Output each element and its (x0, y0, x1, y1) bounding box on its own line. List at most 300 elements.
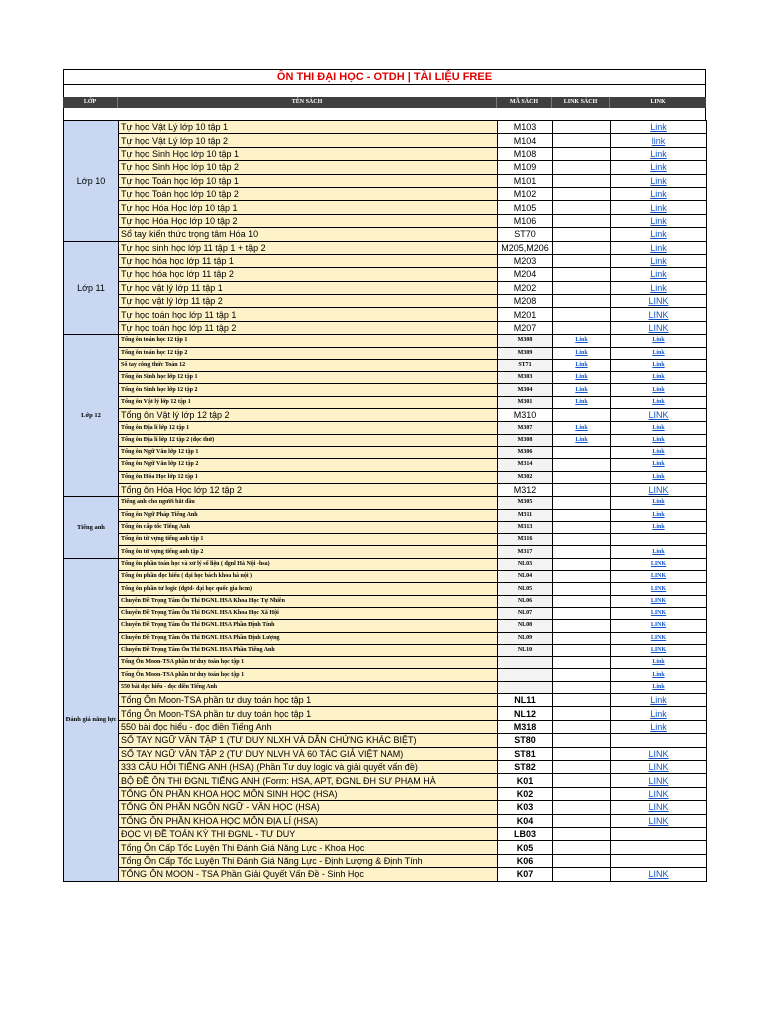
book-name-cell: Tự học Sinh Học lớp 10 tập 2 (119, 161, 498, 174)
book-name-cell: Tổng ôn từ vựng tiếng anh tập 2 (119, 546, 498, 558)
download-link-cell[interactable]: Link (611, 214, 707, 227)
book-name-cell: Tổng Ôn Cấp Tốc Luyện Thi Đánh Giá Năng Lực - Khoa Học (119, 841, 498, 854)
book-link-cell (553, 546, 611, 558)
book-code-cell: K04 (498, 814, 553, 827)
download-link-cell[interactable]: Link (611, 521, 707, 533)
book-code-cell: NL09 (498, 632, 553, 644)
table-row (64, 509, 707, 521)
download-link-cell[interactable]: Link (611, 174, 707, 187)
download-link-cell[interactable]: Link (611, 335, 707, 347)
table-row (64, 801, 707, 814)
book-code-cell: M314 (498, 459, 553, 471)
book-name-cell: Sổ tay công thức Toán 12 (119, 359, 498, 371)
download-link-cell[interactable]: LINK (611, 308, 707, 321)
book-code-cell: NL10 (498, 644, 553, 656)
book-code-cell: LB03 (498, 827, 553, 840)
download-link-cell (611, 734, 707, 747)
book-code-cell (498, 669, 553, 681)
book-name-cell: Tổng ôn Ngữ Văn lớp 12 tập 1 (119, 447, 498, 459)
book-link-cell (553, 321, 611, 334)
book-link-cell (553, 595, 611, 607)
table-row (64, 827, 707, 840)
download-link-cell[interactable]: Link (611, 228, 707, 241)
book-code-cell: M202 (498, 281, 553, 294)
book-code-cell: NL11 (498, 694, 553, 707)
table-row (64, 694, 707, 707)
book-code-cell: M305 (498, 497, 553, 509)
table-row (64, 595, 707, 607)
table-row (64, 558, 707, 570)
download-link-cell (611, 854, 707, 867)
table-row (64, 774, 707, 787)
download-link-cell[interactable]: LINK (611, 583, 707, 595)
book-name-cell: Tự học vật lý lớp 11 tập 2 (119, 295, 498, 308)
book-link-cell (553, 694, 611, 707)
header-book-code: MÃ SÁCH (497, 97, 552, 108)
book-link-cell (553, 201, 611, 214)
grade-group-cell: Đánh giá năng lực (64, 558, 119, 881)
grade-group-cell: Tiếng anh (64, 497, 119, 558)
book-link-cell (553, 254, 611, 267)
book-link-cell[interactable]: Link (553, 422, 611, 434)
book-name-cell: SỔ TAY NGỮ VĂN TẬP 1 (TƯ DUY NLXH VÀ DẪN CHỨNG KHÁC BIỆT) (119, 734, 498, 747)
book-link-cell (553, 854, 611, 867)
download-link-cell[interactable]: Link (611, 384, 707, 396)
spreadsheet (63, 69, 706, 882)
table-row (64, 214, 707, 227)
table-row (64, 359, 707, 371)
book-link-cell (553, 734, 611, 747)
download-link-cell[interactable]: Link (611, 707, 707, 720)
download-link-cell[interactable]: LINK (611, 747, 707, 760)
book-name-cell: 333 CÂU HỎI TIẾNG ANH (HSA) (Phần Tư duy logic và giải quyết vấn đề) (119, 761, 498, 774)
download-link-cell[interactable]: Link (611, 372, 707, 384)
download-link-cell[interactable]: LINK (611, 595, 707, 607)
book-link-cell (553, 681, 611, 693)
book-code-cell: M108 (498, 147, 553, 160)
book-name-cell: Tự học hóa học lớp 11 tập 2 (119, 268, 498, 281)
book-name-cell: Tổng Ôn Moon-TSA phần tư duy toán học tập 1 (119, 657, 498, 669)
download-link-cell[interactable]: Link (611, 201, 707, 214)
table-row (64, 620, 707, 632)
book-link-cell (553, 121, 611, 134)
download-link-cell[interactable]: Link (611, 694, 707, 707)
download-link-cell (611, 534, 707, 546)
table-row (64, 254, 707, 267)
book-code-cell: M106 (498, 214, 553, 227)
table-row (64, 241, 707, 254)
book-name-cell: Tổng ôn Ngữ Pháp Tiếng Anh (119, 509, 498, 521)
table-row (64, 347, 707, 359)
book-name-cell: Chuyên Đề Trọng Tâm Ôn Thi ĐGNL HSA Phần Tiếng Anh (119, 644, 498, 656)
download-link-cell[interactable]: LINK (611, 620, 707, 632)
book-name-cell: Tổng Ôn Moon-TSA phần tư duy toán học tập 1 (119, 707, 498, 720)
book-link-cell (553, 134, 611, 147)
book-link-cell (553, 774, 611, 787)
download-link-cell[interactable]: Link (611, 681, 707, 693)
download-link-cell[interactable]: LINK (611, 814, 707, 827)
book-code-cell: K07 (498, 868, 553, 881)
book-link-cell[interactable]: Link (553, 434, 611, 446)
book-link-cell (553, 228, 611, 241)
download-link-cell[interactable]: Link (611, 187, 707, 200)
book-code-cell: M101 (498, 174, 553, 187)
book-name-cell: TỔNG ÔN PHẦN NGÔN NGỮ - VĂN HỌC (HSA) (119, 801, 498, 814)
book-code-cell: K06 (498, 854, 553, 867)
book-name-cell: BỘ ĐỀ ÔN THI ĐGNL TIẾNG ANH (Form: HSA, APT, ĐGNL ĐH SƯ PHẠM HÀ (119, 774, 498, 787)
book-link-cell[interactable]: Link (553, 372, 611, 384)
table-row (64, 521, 707, 533)
book-name-cell: Tự học Vật Lý lớp 10 tập 2 (119, 134, 498, 147)
download-link-cell[interactable]: Link (611, 147, 707, 160)
book-code-cell: M104 (498, 134, 553, 147)
book-name-cell: Tổng ôn toán học 12 tập 2 (119, 347, 498, 359)
book-link-cell (553, 447, 611, 459)
download-link-cell[interactable]: link (611, 134, 707, 147)
book-link-cell (553, 295, 611, 308)
book-code-cell: M105 (498, 201, 553, 214)
download-link-cell[interactable]: LINK (611, 632, 707, 644)
book-name-cell: Tổng ôn phần đọc hiểu ( đại học bách khoa hà nội ) (119, 571, 498, 583)
book-link-cell (553, 801, 611, 814)
book-name-cell: Chuyên Đề Trọng Tâm Ôn Thi ĐGNL HSA Phần Định Tính (119, 620, 498, 632)
book-link-cell (553, 509, 611, 521)
book-link-cell[interactable]: Link (553, 396, 611, 408)
book-link-cell[interactable]: Link (553, 359, 611, 371)
table-row (64, 761, 707, 774)
book-code-cell: K02 (498, 787, 553, 800)
book-link-cell (553, 268, 611, 281)
book-code-cell: ST71 (498, 359, 553, 371)
header-grade: LỚP (63, 97, 118, 108)
table-row (64, 497, 707, 509)
book-name-cell: Tự học Hóa Học lớp 10 tập 1 (119, 201, 498, 214)
download-link-cell[interactable]: LINK (611, 558, 707, 570)
book-code-cell: M301 (498, 396, 553, 408)
table-row (64, 121, 707, 134)
table-row (64, 372, 707, 384)
table-row (64, 295, 707, 308)
download-link-cell (611, 841, 707, 854)
header-row (63, 97, 706, 108)
book-name-cell: Tự học toán học lớp 11 tập 1 (119, 308, 498, 321)
download-link-cell[interactable]: Link (611, 497, 707, 509)
book-name-cell: Tổng ôn phần toán học và xử lý số liệu ( đgnl Hà Nội -hsa) (119, 558, 498, 570)
book-link-cell (553, 707, 611, 720)
book-link-cell (553, 841, 611, 854)
book-code-cell: NL04 (498, 571, 553, 583)
book-name-cell: TỔNG ÔN PHẦN KHOA HỌC MÔN SINH HỌC (HSA) (119, 787, 498, 800)
book-link-cell (553, 607, 611, 619)
book-link-cell (553, 281, 611, 294)
book-code-cell: NL05 (498, 583, 553, 595)
table-row (64, 321, 707, 334)
book-link-cell (553, 787, 611, 800)
table-row (64, 546, 707, 558)
table-row (64, 187, 707, 200)
download-link-cell[interactable]: Link (611, 161, 707, 174)
book-name-cell: Tổng Ôn Moon-TSA phần tư duy toán học tập 1 (119, 694, 498, 707)
book-code-cell: ST70 (498, 228, 553, 241)
book-code-cell: ST82 (498, 761, 553, 774)
book-name-cell: SỔ TAY NGỮ VĂN TẬP 2 (TƯ DUY NLVH VÀ 60 TÁC GIẢ VIỆT NAM) (119, 747, 498, 760)
book-code-cell: M310 (498, 409, 553, 422)
book-name-cell: Tổng ôn Sinh học lớp 12 tập 2 (119, 384, 498, 396)
download-link-cell[interactable]: Link (611, 347, 707, 359)
book-name-cell: Tổng ôn Địa lí lớp 12 tập 1 (119, 422, 498, 434)
download-link-cell[interactable]: LINK (611, 295, 707, 308)
table-row (64, 335, 707, 347)
book-link-cell (553, 497, 611, 509)
book-code-cell: M308 (498, 434, 553, 446)
download-link-cell[interactable]: Link (611, 471, 707, 483)
book-link-cell (553, 620, 611, 632)
book-code-cell: M308 (498, 335, 553, 347)
download-link-cell[interactable]: Link (611, 509, 707, 521)
header-book-link: LINK SÁCH (552, 97, 610, 108)
book-code-cell: NL08 (498, 620, 553, 632)
table-row (64, 669, 707, 681)
book-code-cell: ST80 (498, 734, 553, 747)
book-code-cell: M201 (498, 308, 553, 321)
gap-row (63, 108, 706, 120)
table-row (64, 308, 707, 321)
book-link-cell (553, 187, 611, 200)
book-name-cell: Sổ tay kiến thức trọng tâm Hóa 10 (119, 228, 498, 241)
table-row (64, 422, 707, 434)
table-row (64, 396, 707, 408)
book-name-cell: Tổng ôn từ vựng tiếng anh tập 1 (119, 534, 498, 546)
table-row (64, 841, 707, 854)
book-code-cell: M204 (498, 268, 553, 281)
sheet-title: ÔN THI ĐẠI HỌC - OTDH | TÀI LIỆU FREE (63, 69, 706, 85)
book-code-cell (498, 681, 553, 693)
download-link-cell[interactable]: LINK (611, 801, 707, 814)
table-row (64, 134, 707, 147)
book-name-cell: Tổng ôn toán học 12 tập 1 (119, 335, 498, 347)
book-name-cell: Tự học toán học lớp 11 tập 2 (119, 321, 498, 334)
book-code-cell: NL12 (498, 707, 553, 720)
book-link-cell (553, 161, 611, 174)
book-link-cell (553, 241, 611, 254)
table-row (64, 483, 707, 496)
table-row (64, 747, 707, 760)
book-name-cell: Tự học Toán học lớp 10 tập 1 (119, 174, 498, 187)
table-row (64, 868, 707, 881)
download-link-cell[interactable]: Link (611, 720, 707, 733)
book-name-cell: TỔNG ÔN MOON - TSA Phần Giải Quyết Vấn Đề - Sinh Học (119, 868, 498, 881)
download-link-cell[interactable]: Link (611, 434, 707, 446)
book-code-cell (498, 657, 553, 669)
download-link-cell[interactable]: Link (611, 546, 707, 558)
book-link-cell (553, 471, 611, 483)
table-row (64, 147, 707, 160)
book-link-cell (553, 174, 611, 187)
book-name-cell: Tổng Ôn Cấp Tốc Luyện Thi Đánh Giá Năng Lực - Định Lượng & Định Tính (119, 854, 498, 867)
table-row (64, 459, 707, 471)
book-table (63, 120, 707, 882)
book-name-cell: TỔNG ÔN PHẦN KHOA HỌC MÔN ĐỊA LÍ (HSA) (119, 814, 498, 827)
book-link-cell[interactable]: Link (553, 384, 611, 396)
book-link-cell (553, 459, 611, 471)
book-code-cell: M207 (498, 321, 553, 334)
book-name-cell: Tự học Hóa Học lớp 10 tập 2 (119, 214, 498, 227)
download-link-cell[interactable]: LINK (611, 761, 707, 774)
book-link-cell (553, 483, 611, 496)
book-link-cell (553, 558, 611, 570)
download-link-cell[interactable]: Link (611, 396, 707, 408)
spacer-row (63, 85, 706, 97)
book-code-cell: M205,M206 (498, 241, 553, 254)
table-row (64, 734, 707, 747)
book-name-cell: Tổng ôn Ngữ Văn lớp 12 tập 2 (119, 459, 498, 471)
book-code-cell: K05 (498, 841, 553, 854)
book-code-cell: M318 (498, 720, 553, 733)
book-code-cell: ST81 (498, 747, 553, 760)
book-link-cell (553, 657, 611, 669)
table-row (64, 409, 707, 422)
book-name-cell: Tổng ôn Sinh học lớp 12 tập 1 (119, 372, 498, 384)
book-name-cell: Chuyên Đề Trọng Tâm Ôn Thi ĐGNL HSA Phần Định Lượng (119, 632, 498, 644)
book-link-cell (553, 214, 611, 227)
download-link-cell[interactable]: Link (611, 241, 707, 254)
book-code-cell: NL07 (498, 607, 553, 619)
book-name-cell: Tự học sinh học lớp 11 tập 1 + tập 2 (119, 241, 498, 254)
download-link-cell[interactable]: Link (611, 459, 707, 471)
download-link-cell[interactable]: Link (611, 121, 707, 134)
download-link-cell[interactable]: Link (611, 281, 707, 294)
book-link-cell (553, 583, 611, 595)
download-link-cell[interactable]: Link (611, 254, 707, 267)
book-code-cell: M313 (498, 521, 553, 533)
table-row (64, 707, 707, 720)
download-link-cell[interactable]: Link (611, 669, 707, 681)
table-row (64, 657, 707, 669)
table-row (64, 534, 707, 546)
book-code-cell: M306 (498, 447, 553, 459)
book-name-cell: Tổng ôn cấp tốc Tiếng Anh (119, 521, 498, 533)
book-name-cell: Tự học hóa học lớp 11 tập 1 (119, 254, 498, 267)
table-row (64, 228, 707, 241)
book-name-cell: Tự học vật lý lớp 11 tập 1 (119, 281, 498, 294)
grade-group-cell: Lớp 10 (64, 121, 119, 242)
book-link-cell (553, 669, 611, 681)
book-code-cell: M307 (498, 422, 553, 434)
book-code-cell: M303 (498, 372, 553, 384)
book-code-cell: K01 (498, 774, 553, 787)
download-link-cell[interactable]: LINK (611, 483, 707, 496)
grade-group-cell: Lớp 11 (64, 241, 119, 335)
book-link-cell (553, 827, 611, 840)
book-name-cell: Tổng ôn Hóa Học lớp 12 tập 1 (119, 471, 498, 483)
header-book-name: TÊN SÁCH (118, 97, 497, 108)
download-link-cell[interactable]: LINK (611, 571, 707, 583)
download-link-cell[interactable]: LINK (611, 321, 707, 334)
download-link-cell[interactable]: LINK (611, 774, 707, 787)
book-code-cell: M317 (498, 546, 553, 558)
book-link-cell (553, 308, 611, 321)
table-row (64, 583, 707, 595)
book-link-cell (553, 720, 611, 733)
table-row (64, 174, 707, 187)
header-link: LINK (650, 99, 666, 105)
download-link-cell[interactable]: LINK (611, 607, 707, 619)
download-link-cell[interactable]: Link (611, 657, 707, 669)
book-name-cell: Tổng ôn Địa lí lớp 12 tập 2 (đọc thử) (119, 434, 498, 446)
table-row (64, 471, 707, 483)
book-name-cell: Tiếng anh cho người bắt đầu (119, 497, 498, 509)
book-code-cell: M208 (498, 295, 553, 308)
table-row (64, 434, 707, 446)
book-link-cell (553, 644, 611, 656)
book-link-cell[interactable]: Link (553, 347, 611, 359)
book-code-cell: M312 (498, 483, 553, 496)
download-link-cell[interactable]: LINK (611, 644, 707, 656)
table-row (64, 571, 707, 583)
book-link-cell (553, 632, 611, 644)
table-row (64, 161, 707, 174)
book-link-cell (553, 571, 611, 583)
download-link-cell[interactable]: Link (611, 268, 707, 281)
table-row (64, 447, 707, 459)
book-code-cell: M304 (498, 384, 553, 396)
book-link-cell (553, 147, 611, 160)
table-row (64, 281, 707, 294)
book-link-cell (553, 409, 611, 422)
book-code-cell: NL03 (498, 558, 553, 570)
download-link-cell[interactable]: Link (611, 447, 707, 459)
book-name-cell: Tổng ôn Vật lý lớp 12 tập 1 (119, 396, 498, 408)
book-link-cell (553, 521, 611, 533)
book-code-cell: M309 (498, 347, 553, 359)
book-name-cell: Tự học Toán học lớp 10 tập 2 (119, 187, 498, 200)
table-row (64, 607, 707, 619)
book-name-cell: 550 bài đọc hiểu - đọc điền Tiếng Anh (119, 720, 498, 733)
download-link-cell (611, 827, 707, 840)
table-row (64, 720, 707, 733)
book-name-cell: Chuyên Đề Trọng Tâm Ôn Thi ĐGNL HSA Khoa Học Xã Hội (119, 607, 498, 619)
download-link-cell[interactable]: Link (611, 422, 707, 434)
book-code-cell: M109 (498, 161, 553, 174)
table-row (64, 268, 707, 281)
book-link-cell (553, 761, 611, 774)
book-link-cell[interactable]: Link (553, 335, 611, 347)
book-name-cell: ĐỌC VỊ ĐỀ TOÁN KỲ THI ĐGNL - TƯ DUY (119, 827, 498, 840)
book-name-cell: Tổng ôn phần tư logic (đgtd- đại học quốc gia hcm) (119, 583, 498, 595)
table-row (64, 854, 707, 867)
book-code-cell: M203 (498, 254, 553, 267)
book-link-cell (553, 868, 611, 881)
download-link-cell[interactable]: LINK (611, 868, 707, 881)
book-code-cell: M103 (498, 121, 553, 134)
download-link-cell[interactable]: Link (611, 359, 707, 371)
book-name-cell: 550 bài đọc hiểu - đọc điền Tiếng Anh (119, 681, 498, 693)
book-code-cell: K03 (498, 801, 553, 814)
book-name-cell: Tổng Ôn Moon-TSA phần tư duy toán học tập 1 (119, 669, 498, 681)
download-link-cell[interactable]: LINK (611, 409, 707, 422)
book-code-cell: M102 (498, 187, 553, 200)
table-row (64, 787, 707, 800)
book-name-cell: Chuyên Đề Trọng Tâm Ôn Thi ĐGNL HSA Khoa Học Tự Nhiên (119, 595, 498, 607)
table-row (64, 644, 707, 656)
book-name-cell: Tự học Sinh Học lớp 10 tập 1 (119, 147, 498, 160)
table-row (64, 681, 707, 693)
book-code-cell: M302 (498, 471, 553, 483)
download-link-cell[interactable]: LINK (611, 787, 707, 800)
book-link-cell (553, 747, 611, 760)
book-link-cell (553, 534, 611, 546)
table-row (64, 632, 707, 644)
